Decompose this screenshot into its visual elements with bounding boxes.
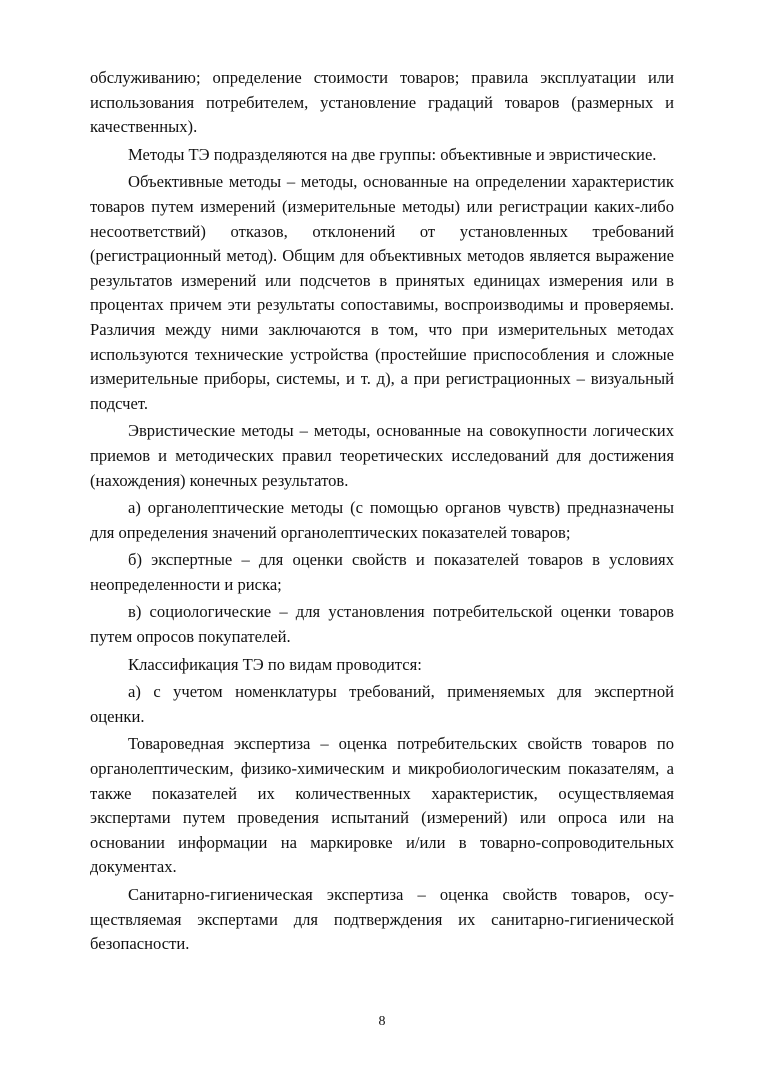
page-number: 8 [378, 1014, 386, 1029]
list-item-sociological: в) социологические – для установления потребительской оценки товаров путем опросов покупателей. [90, 602, 674, 647]
paragraph-method-groups: Методы ТЭ подразделяются на две группы: объективные и эвристические. [128, 144, 657, 164]
paragraph-heuristic-methods: Эвристические методы – методы, основанные на совокупности логических приемов и методических правил теоретических исследований для достижения (нахождения) конечных результатов. [90, 421, 674, 490]
paragraph-continuation: обслуживанию; определение стоимости товаров; правила эксплуатации или использования потребителем, установление градаций товаров (размерных и качественных). [90, 68, 674, 137]
paragraph-objective-methods: Объективные методы – методы, основанные на определении характеристик товаров путем измерений (измерительные методы) или регистрации каких-либо несоответствий) отказов, отклонений от установленных требований (регистрационный метод). Общим для объективных методов является выражение результатов измерений или подсчетов в принятых единицах измерения или в процентах причем эти результаты сопоставимы, воспроизводимы и проверяемы. Различия между ними заключаются в том, что при измерительных методах используются технические устройства (простейшие приспособления и сложные измерительные приборы, системы, и т. д), а при регистрационных – визуальный подсчет. [90, 172, 674, 413]
list-item-organoleptic: а) органолептические методы (с помощью органов чувств) предназначены для определения значений органолептических показателей товаров; [90, 498, 674, 542]
body-text [90, 66, 674, 960]
paragraph-commodity-expertise: Товароведная экспертиза – оценка потребительских свойств товаров по органолептическим, физико-химическим и микробиологическим показателям, а также показателей их количественных характеристик, осуществляемая экспертами путем проведения испытаний (измерений) или опроса или на основании информации на маркировке и/или в товарно-сопроводительных документах. [90, 734, 674, 877]
list-item-requirements: а) с учетом номенклатуры требований, применяемых для экспертной оценки. [90, 682, 674, 726]
list-item-expert: б) экспертные – для оценки свойств и показателей товаров в условиях неопределенности и риска; [90, 550, 674, 594]
paragraph-classification: Классификация ТЭ по видам проводится: [128, 654, 422, 674]
paragraph-sanitary-expertise: Санитарно-гигиеническая экспертиза – оценка свойств товаров, осуществляемая экспертами для подтверждения их санитарно-гигиенической безопасности. [90, 885, 674, 954]
